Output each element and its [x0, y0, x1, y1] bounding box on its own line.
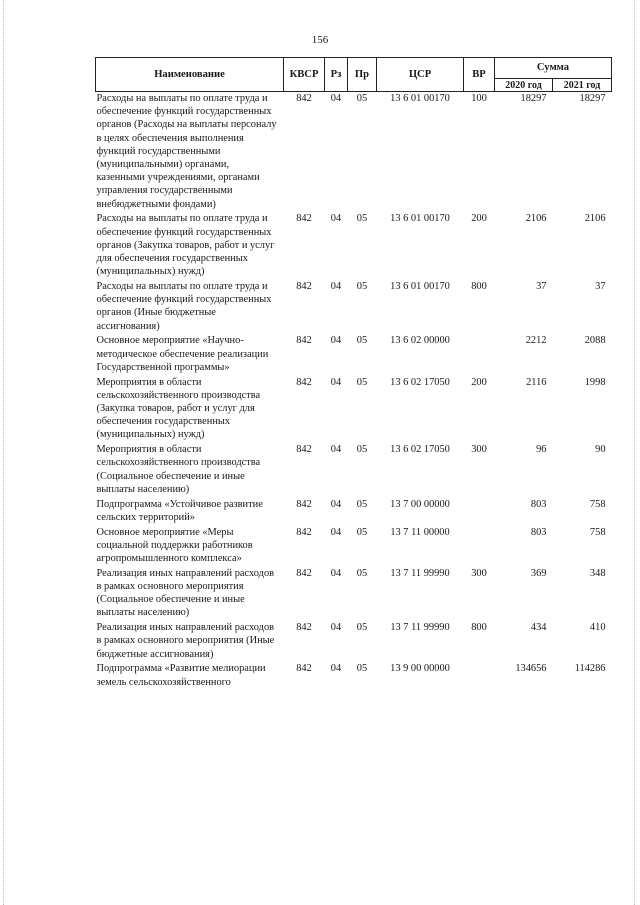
- budget-table: [95, 57, 612, 690]
- cell-kvsr: 842: [296, 335, 312, 347]
- cell-sum-2021: 114286: [574, 663, 606, 675]
- table-row: [96, 212, 612, 280]
- table-row: [96, 567, 612, 621]
- cell-rz: 04: [330, 444, 342, 456]
- cell-name: Подпрограмма «Развитие мелиорации земель сельскохозяйственного: [96, 663, 266, 688]
- cell-kvsr: 842: [296, 498, 312, 510]
- cell-sum-2020: 803: [530, 526, 547, 538]
- cell-sum-2020: 2106: [525, 213, 547, 225]
- cell-csr: 13 6 01 00170: [390, 213, 450, 225]
- cell-pr: 05: [356, 93, 368, 104]
- cell-csr: 13 9 00 00000: [390, 663, 450, 675]
- table-row: [96, 498, 612, 526]
- cell-pr: 05: [356, 213, 368, 225]
- table-row: [96, 92, 612, 213]
- cell-pr: 05: [356, 444, 368, 456]
- table-row: [96, 621, 612, 662]
- cell-kvsr: 842: [296, 281, 312, 293]
- cell-csr: 13 6 02 17050: [390, 444, 450, 456]
- cell-sum-2021: 758: [589, 526, 606, 538]
- cell-kvsr: 842: [296, 663, 312, 675]
- cell-kvsr: 842: [296, 526, 312, 538]
- header-pr: Пр: [348, 58, 377, 92]
- cell-sum-2021: 410: [589, 622, 606, 634]
- cell-csr: 13 6 02 17050: [390, 376, 450, 388]
- header-year-2021: 2021 год: [553, 79, 612, 92]
- cell-sum-2021: 758: [589, 498, 606, 510]
- cell-pr: 05: [356, 567, 368, 579]
- cell-csr: 13 7 11 99990: [390, 567, 450, 579]
- cell-rz: 04: [330, 498, 342, 510]
- cell-csr: 13 7 11 99990: [390, 622, 450, 634]
- cell-pr: 05: [356, 376, 368, 388]
- cell-sum-2021: 2088: [584, 335, 606, 347]
- cell-pr: 05: [356, 281, 368, 293]
- cell-sum-2021: 348: [589, 567, 606, 579]
- cell-rz: 04: [330, 526, 342, 538]
- cell-pr: 05: [356, 622, 368, 634]
- header-csr: ЦСР: [377, 58, 464, 92]
- cell-vr: 300: [471, 567, 487, 579]
- cell-name: Реализация иных направлений расходов в рамках основного мероприятия (Социальное обеспечение и иные выплаты населению): [96, 567, 275, 619]
- cell-csr: 13 7 00 00000: [390, 498, 450, 510]
- cell-rz: 04: [330, 622, 342, 634]
- cell-sum-2021: 2106: [584, 213, 606, 225]
- cell-name: Мероприятия в области сельскохозяйственного производства (Социальное обеспечение и иные выплаты населению): [96, 444, 261, 495]
- cell-rz: 04: [330, 376, 342, 388]
- cell-vr: [464, 662, 495, 690]
- cell-sum-2020: 803: [530, 498, 547, 510]
- cell-sum-2020: 134656: [515, 663, 547, 675]
- cell-pr: 05: [356, 498, 368, 510]
- table-row: [96, 376, 612, 444]
- cell-csr: 13 6 02 00000: [390, 335, 450, 347]
- cell-rz: 04: [330, 663, 342, 675]
- header-sum: Сумма: [495, 58, 612, 79]
- cell-sum-2021: 1998: [584, 376, 606, 388]
- cell-sum-2020: 18297: [520, 93, 547, 104]
- cell-vr: 800: [471, 281, 487, 293]
- header-name: Наименование: [96, 58, 284, 92]
- table-row: [96, 662, 612, 690]
- cell-csr: 13 6 01 00170: [390, 93, 450, 104]
- cell-csr: 13 6 01 00170: [390, 281, 450, 293]
- cell-name: Основное мероприятие «Меры социальной поддержки работников агропромышленного комплекса»: [96, 526, 253, 565]
- cell-kvsr: 842: [296, 213, 312, 225]
- cell-sum-2021: 37: [595, 281, 606, 293]
- cell-sum-2021: 90: [595, 444, 606, 456]
- header-kvsr: КВСР: [284, 58, 325, 92]
- table-row: [96, 280, 612, 334]
- table-body: [96, 92, 612, 691]
- cell-vr: 100: [471, 93, 487, 104]
- right-margin-line: [634, 0, 635, 905]
- cell-rz: 04: [330, 281, 342, 293]
- header-vr: ВР: [464, 58, 495, 92]
- cell-pr: 05: [356, 663, 368, 675]
- left-margin-line: [3, 0, 4, 905]
- cell-kvsr: 842: [296, 622, 312, 634]
- cell-csr: 13 7 11 00000: [390, 526, 450, 538]
- page-number: 156: [311, 34, 329, 46]
- cell-sum-2020: 96: [536, 444, 547, 456]
- header-rz: Рз: [325, 58, 348, 92]
- cell-sum-2020: 37: [536, 281, 547, 293]
- cell-name: Расходы на выплаты по оплате труда и обеспечение функций государственных органов (Расходы на выплаты персоналу в целях обеспечения выполнения функций государственными (муниципальными) органами, казенными учреждениями, органами управления государственными внебюджетными фондами): [96, 93, 277, 210]
- cell-rz: 04: [330, 213, 342, 225]
- table-row: [96, 334, 612, 375]
- cell-rz: 04: [330, 567, 342, 579]
- cell-pr: 05: [356, 526, 368, 538]
- cell-vr: [464, 498, 495, 526]
- cell-rz: 04: [330, 335, 342, 347]
- cell-vr: 200: [471, 213, 487, 225]
- cell-kvsr: 842: [296, 567, 312, 579]
- cell-kvsr: 842: [296, 444, 312, 456]
- cell-vr: [464, 526, 495, 567]
- cell-vr: 300: [471, 444, 487, 456]
- table-row: [96, 443, 612, 497]
- cell-kvsr: 842: [296, 93, 312, 104]
- cell-name: Мероприятия в области сельскохозяйственного производства (Закупка товаров, работ и услуг для обеспечения государственных (муниципальных) нужд): [96, 376, 261, 441]
- cell-vr: [464, 334, 495, 375]
- header-year-2020: 2020 год: [495, 79, 553, 92]
- cell-name: Расходы на выплаты по оплате труда и обеспечение функций государственных органов (Закупка товаров, работ и услуг для обеспечения государственных (муниципальных) нужд): [96, 213, 275, 278]
- cell-name: Основное мероприятие «Научно-методическое обеспечение реализации Государственной программы»: [96, 335, 269, 373]
- cell-name: Реализация иных направлений расходов в рамках основного мероприятия (Иные бюджетные ассигнования): [96, 622, 275, 660]
- table-row: [96, 526, 612, 567]
- cell-rz: 04: [330, 93, 342, 104]
- cell-name: Подпрограмма «Устойчивое развитие сельских территорий»: [96, 498, 263, 523]
- cell-sum-2020: 369: [530, 567, 547, 579]
- cell-sum-2020: 2212: [525, 335, 547, 347]
- cell-sum-2021: 18297: [579, 93, 606, 104]
- cell-vr: 800: [471, 622, 487, 634]
- cell-pr: 05: [356, 335, 368, 347]
- cell-vr: 200: [471, 376, 487, 388]
- cell-sum-2020: 2116: [526, 376, 547, 388]
- cell-name: Расходы на выплаты по оплате труда и обеспечение функций государственных органов (Иные бюджетные ассигнования): [96, 281, 272, 332]
- cell-sum-2020: 434: [530, 622, 547, 634]
- cell-kvsr: 842: [296, 376, 312, 388]
